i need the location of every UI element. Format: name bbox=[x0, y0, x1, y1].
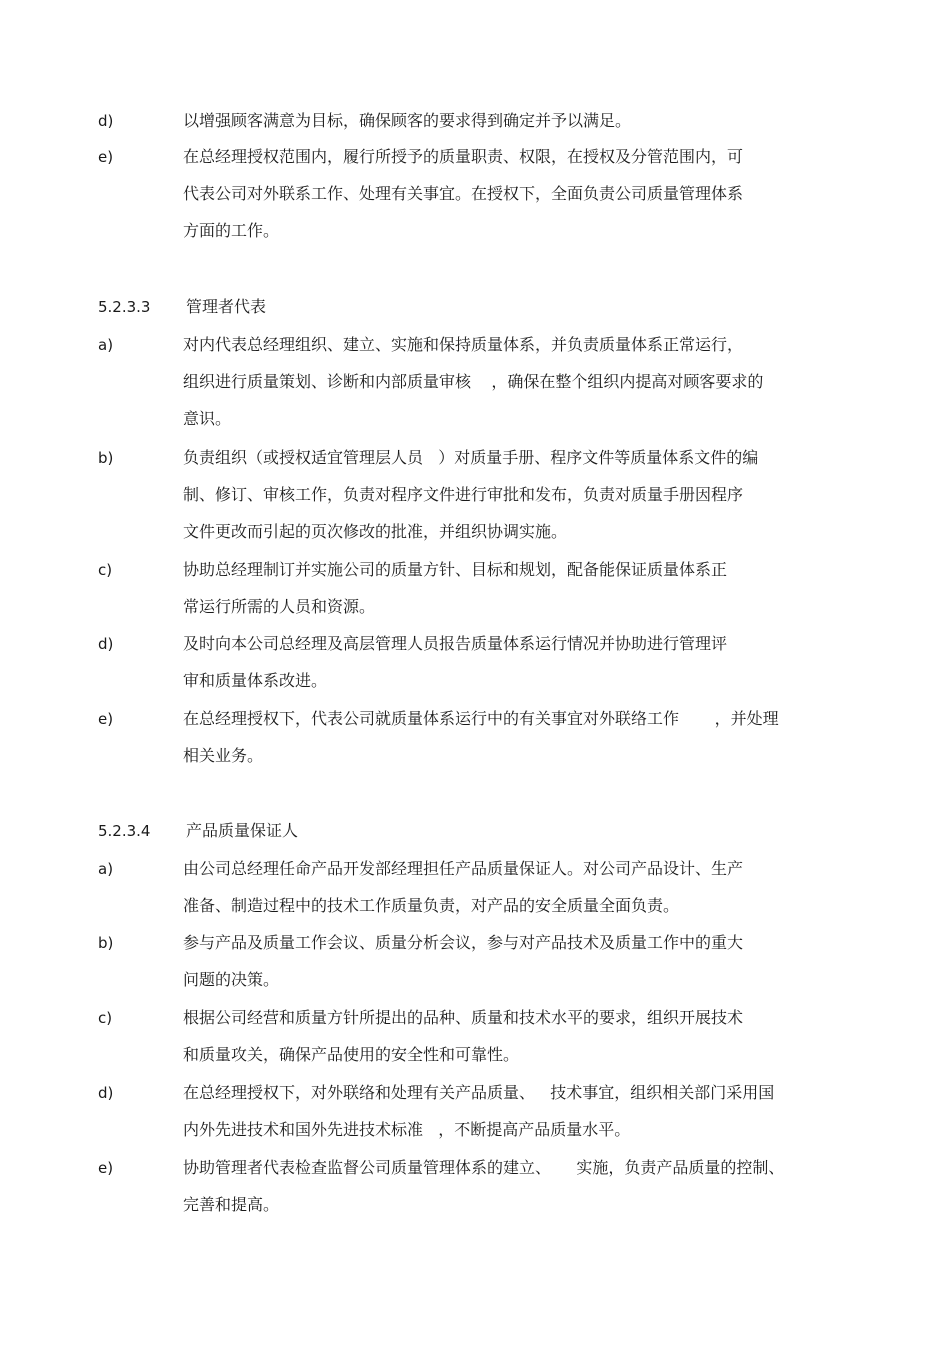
text-line: 由公司总经理任命产品开发部经理担任产品质量保证人。对公司产品设计、生产 bbox=[183, 859, 744, 878]
text-line: 制、修订、审核工作，负责对程序文件进行审批和发布，负责对质量手册因程序 bbox=[183, 485, 744, 504]
section-number: 5.2.3.4 bbox=[98, 822, 151, 840]
text-line: 审和质量体系改进。 bbox=[183, 671, 328, 690]
text-line: 准备、制造过程中的技术工作质量负责，对产品的安全质量全面负责。 bbox=[183, 896, 680, 915]
section-title: 管理者代表 bbox=[186, 297, 267, 316]
text-line: 参与产品及质量工作会议、质量分析会议，参与对产品技术及质量工作中的重大 bbox=[183, 933, 744, 952]
text-line: 负责组织（或授权适宜管理层人员 ）对质量手册、程序文件等质量体系文件的编 bbox=[183, 448, 759, 467]
text-line: 根据公司经营和质量方针所提出的品种、质量和技术水平的要求，组织开展技术 bbox=[183, 1008, 744, 1027]
list-marker: d) bbox=[98, 112, 114, 130]
text-line: 代表公司对外联系工作、处理有关事宜。在授权下，全面负责公司质量管理体系 bbox=[183, 184, 744, 203]
text-line: 文件更改而引起的页次修改的批准，并组织协调实施。 bbox=[183, 522, 568, 541]
list-marker: a) bbox=[98, 336, 114, 354]
text-line: 在总经理授权下，代表公司就质量体系运行中的有关事宜对外联络工作 ，并处理 bbox=[183, 709, 779, 728]
text-line: 在总经理授权下，对外联络和处理有关产品质量、 技术事宜，组织相关部门采用国 bbox=[183, 1083, 775, 1102]
text-line: 和质量攻关，确保产品使用的安全性和可靠性。 bbox=[183, 1045, 520, 1064]
list-marker: a) bbox=[98, 860, 114, 878]
list-marker: c) bbox=[98, 1009, 113, 1027]
text-line: 协助管理者代表检查监督公司质量管理体系的建立、 实施，负责产品质量的控制、 bbox=[183, 1158, 785, 1177]
text-line: 以增强顾客满意为目标，确保顾客的要求得到确定并予以满足。 bbox=[183, 111, 632, 130]
section-title: 产品质量保证人 bbox=[186, 821, 299, 840]
list-marker: b) bbox=[98, 449, 114, 467]
list-marker: e) bbox=[98, 710, 114, 728]
text-line: 内外先进技术和国外先进技术标准 ，不断提高产品质量水平。 bbox=[183, 1120, 631, 1139]
list-marker: b) bbox=[98, 934, 114, 952]
text-line: 及时向本公司总经理及高层管理人员报告质量体系运行情况并协助进行管理评 bbox=[183, 634, 728, 653]
list-marker: d) bbox=[98, 635, 114, 653]
text-line: 在总经理授权范围内，履行所授予的质量职责、权限，在授权及分管范围内，可 bbox=[183, 147, 744, 166]
text-line: 对内代表总经理组织、建立、实施和保持质量体系，并负责质量体系正常运行， bbox=[183, 335, 744, 354]
list-marker: e) bbox=[98, 1159, 114, 1177]
text-line: 完善和提高。 bbox=[183, 1195, 280, 1214]
text-line: 协助总经理制订并实施公司的质量方针、目标和规划，配备能保证质量体系正 bbox=[183, 560, 728, 579]
text-line: 问题的决策。 bbox=[183, 970, 280, 989]
list-marker: c) bbox=[98, 561, 113, 579]
list-marker: e) bbox=[98, 148, 114, 166]
text-line: 方面的工作。 bbox=[183, 221, 280, 240]
text-line: 意识。 bbox=[183, 409, 232, 428]
text-line: 组织进行质量策划、诊断和内部质量审核 ，确保在整个组织内提高对顾客要求的 bbox=[183, 372, 764, 391]
text-line: 相关业务。 bbox=[183, 746, 264, 765]
text-line: 常运行所需的人员和资源。 bbox=[183, 597, 376, 616]
section-number: 5.2.3.3 bbox=[98, 298, 151, 316]
list-marker: d) bbox=[98, 1084, 114, 1102]
